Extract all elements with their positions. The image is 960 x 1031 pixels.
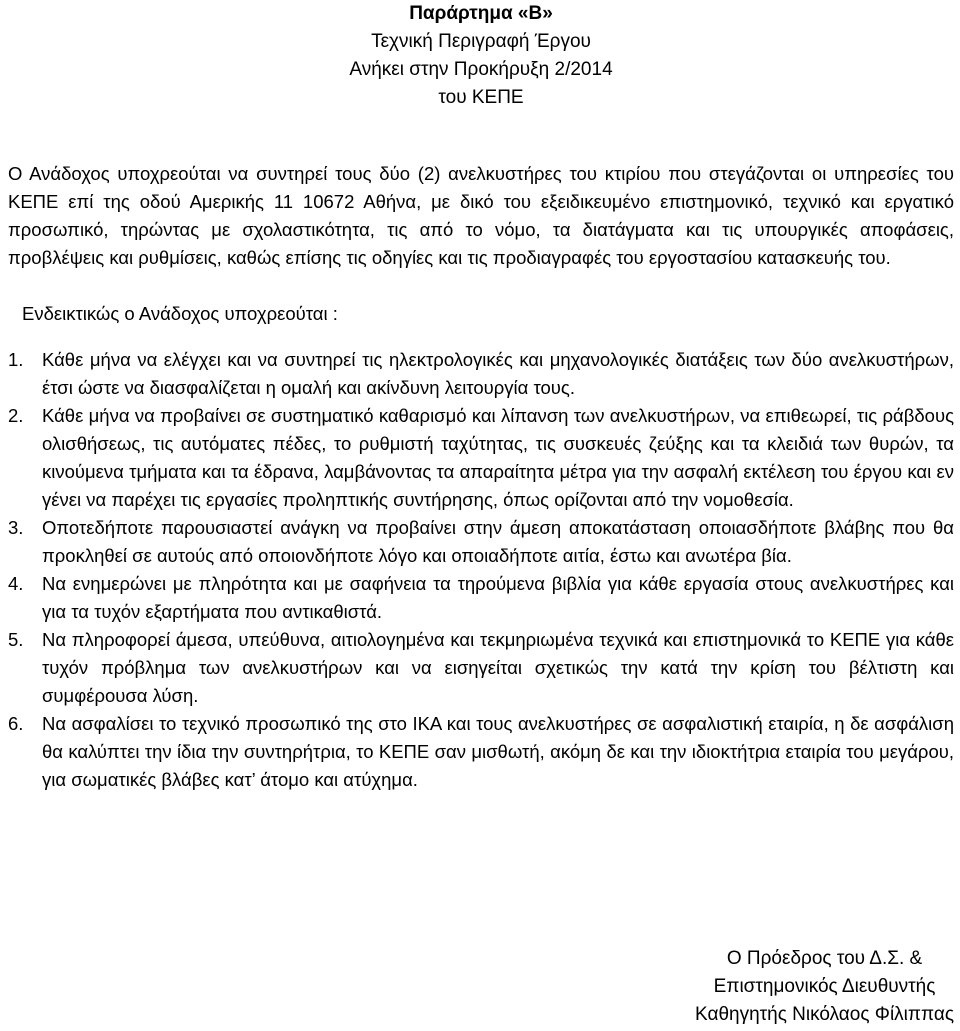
list-item	[8, 514, 954, 570]
list-item	[8, 626, 954, 710]
item-number: 1.	[8, 349, 24, 370]
item-text: Να ασφαλίσει το τεχνικό προσωπικό της στο ΙΚΑ και τους ανελκυστήρες σε ασφαλιστική εταιρία, η δε ασφάλιση θα καλύπτει την ίδια την συντηρήτρια, το ΚΕΠΕ σαν μισθωτή, ακόμη δε και την ιδιοκτήτρια εταιρία του μεγάρου, για σωματικές βλάβες κατ’ άτομο και ατύχημα.	[42, 713, 954, 790]
list-item	[8, 346, 954, 402]
signature-role: Ο Πρόεδρος του Δ.Σ. &	[726, 948, 923, 969]
item-number: 5.	[8, 629, 24, 650]
annex-title: Παράρτημα «Β»	[409, 3, 553, 24]
obligations-intro: Ενδεικτικώς ο Ανάδοχος υποχρεούται :	[22, 303, 338, 324]
list-item	[8, 402, 954, 514]
annex-subtitle: Τεχνική Περιγραφή Έργου	[371, 31, 591, 52]
list-item	[8, 570, 954, 626]
item-text: Να πληροφορεί άμεσα, υπεύθυνα, αιτιολογημένα και τεκμηριωμένα τεχνικά και επιστημονικά το ΚΕΠΕ για κάθε τυχόν πρόβλημα των ανελκυστήρων και να εισηγείται σχετικώς την κατά την κρίση του βέλτιστη και συμφέρουσα λύση.	[42, 629, 954, 706]
item-number: 3.	[8, 517, 24, 538]
item-text: Να ενημερώνει με πληρότητα και με σαφήνεια τα τηρούμενα βιβλία για κάθε εργασία στους ανελκυστήρες και για τα τυχόν εξαρτήματα που αντικαθιστά.	[42, 573, 954, 622]
signature-title: Επιστημονικός Διευθυντής	[713, 976, 936, 997]
list-item	[8, 710, 954, 794]
document-page	[8, 0, 954, 794]
intro-paragraph: Ο Ανάδοχος υποχρεούται να συντηρεί τους δύο (2) ανελκυστήρες του κτιρίου που στεγάζονται οι υπηρεσίες του ΚΕΠΕ επί της οδού Αμερικής 11 10672 Αθήνα, με δικό του εξειδικευμένο επιστημονικό, τεχνικό και εργατικό προσωπικό, τηρώντας με σχολαστικότητα, τις από το νόμο, τα διατάγματα και τις υπουργικές αποφάσεις, προβλέψεις και ρυθμίσεις, καθώς επίσης τις οδηγίες και τις προδιαγραφές του εργοστασίου κατασκευής του.	[8, 163, 954, 268]
item-number: 6.	[8, 713, 24, 734]
item-number: 2.	[8, 405, 24, 426]
document-header	[8, 0, 954, 112]
announcement-reference: Ανήκει στην Προκήρυξη 2/2014	[349, 59, 613, 80]
organization-line: του ΚΕΠΕ	[438, 87, 524, 108]
item-text: Κάθε μήνα να ελέγχει και να συντηρεί τις ηλεκτρολογικές και μηχανολογικές διατάξεις των δύο ανελκυστήρων, έτσι ώστε να διασφαλίζεται η ομαλή και ακίνδυνη λειτουργία τους.	[42, 349, 954, 398]
obligations-list	[8, 346, 954, 794]
item-text: Κάθε μήνα να προβαίνει σε συστηματικό καθαρισμό και λίπανση των ανελκυστήρων, να επιθεωρεί, τις ράβδους ολισθήσεως, τις αυτόματες πέδες, το ρυθμιστή ταχύτητας, τις συσκευές ζεύξης και τα κλειδιά των θυρών, τα κινούμενα τμήματα και τα έδρανα, λαμβάνοντας τα απαραίτητα μέτρα για την ασφαλή εκτέλεση του έργου και εν γένει να παρέχει τις εργασίες προληπτικής συντήρησης, όπως ορίζονται από την νομοθεσία.	[42, 405, 954, 510]
signature-name: Καθηγητής Νικόλαος Φίλιππας	[695, 1004, 954, 1025]
signature-block	[695, 945, 954, 1029]
item-text: Οποτεδήποτε παρουσιαστεί ανάγκη να προβαίνει στην άμεση αποκατάσταση οποιασδήποτε βλάβης που θα προκληθεί σε αυτούς από οποιονδήποτε λόγο και οποιαδήποτε αιτία, έστω και ανωτέρα βία.	[42, 517, 954, 566]
item-number: 4.	[8, 573, 24, 594]
